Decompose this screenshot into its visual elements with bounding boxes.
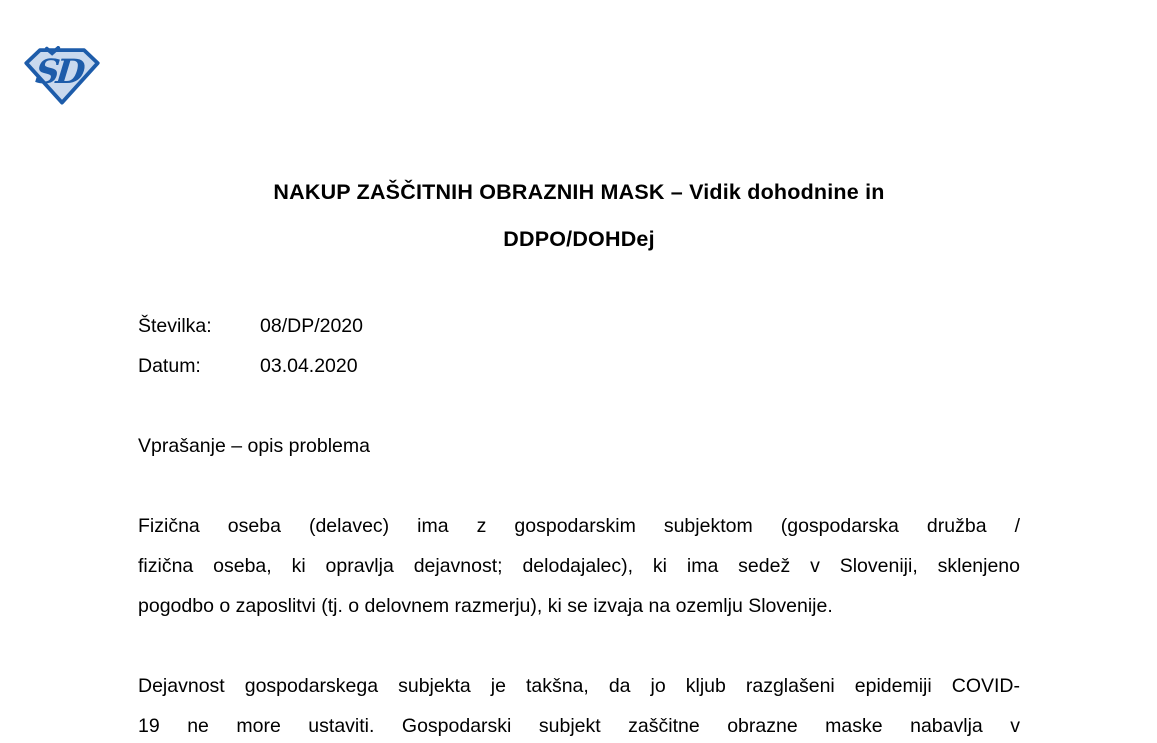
document-meta [138,306,1020,386]
paragraph-2 [138,666,1020,743]
paragraph-2-line-1: Dejavnost gospodarskega subjekta je takšna, da jo kljub razglašeni epidemiji COVID- [138,675,1020,697]
sd-shield-icon [24,46,100,106]
title-line-1: NAKUP ZAŠČITNIH OBRAZNIH MASK – Vidik dohodnine in [273,180,885,204]
number-value: 08/DP/2020 [260,315,363,337]
paragraph-1 [138,506,1020,626]
number-row [138,306,1020,346]
paragraph-1-line-1: Fizična oseba (delavec) ima z gospodarskim subjektom (gospodarska družba / [138,515,1020,537]
date-value: 03.04.2020 [260,355,358,377]
document-title [138,169,1020,263]
paragraph-2-line-2: 19 ne more ustaviti. Gospodarski subjekt zaščitne obrazne maske nabavlja v [138,715,1020,737]
sd-shield-logo [24,46,100,106]
date-row [138,346,1020,386]
paragraph-1-line-3: pogodbo o zaposlitvi (tj. o delovnem razmerju), ki se izvaja na ozemlju Slovenije. [138,595,833,617]
number-label: Številka: [138,315,212,337]
logo-letters: SD [33,51,84,91]
paragraph-1-line-2: fizična oseba, ki opravlja dejavnost; delodajalec), ki ima sedež v Sloveniji, sklenjeno [138,555,1020,577]
title-line-2: DDPO/DOHDej [503,227,655,251]
date-label: Datum: [138,355,201,377]
section-heading: Vprašanje – opis problema [138,435,370,457]
